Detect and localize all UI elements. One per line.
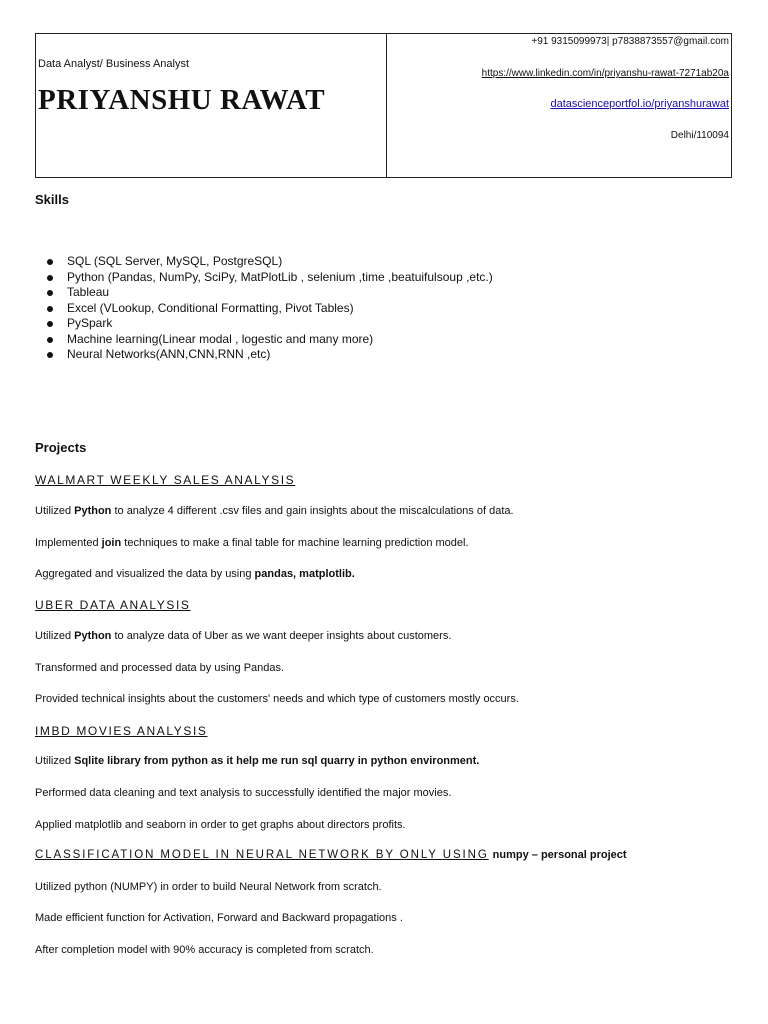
bullet-icon xyxy=(47,352,53,358)
line-bold: pandas, matplotlib. xyxy=(254,568,355,580)
line-bold: Python xyxy=(74,505,112,517)
line-text: Aggregated and visualized the data by using xyxy=(35,568,255,580)
project-line xyxy=(35,819,406,831)
line-bold: Sqlite library from python as it help me run sql quarry in python environment. xyxy=(74,755,480,767)
project-line xyxy=(35,505,514,517)
skill-text: Tableau xyxy=(67,285,110,299)
skill-item xyxy=(47,254,493,270)
skill-item xyxy=(47,270,493,286)
bullet-icon xyxy=(47,275,53,281)
header-contact xyxy=(387,34,731,177)
project-line xyxy=(35,912,403,924)
skill-text: Machine learning(Linear modal , logestic and many more) xyxy=(67,331,374,346)
line-text: to analyze 4 different .csv files and gain insights about the miscalculations of data. xyxy=(111,505,514,517)
project-line xyxy=(35,944,374,956)
skill-item xyxy=(47,347,493,363)
project-line xyxy=(35,568,355,580)
projects-title: Projects xyxy=(35,440,87,455)
project-heading: WALMART WEEKLY SALES ANALYSIS xyxy=(35,473,296,487)
skill-text: Neural Networks(ANN,CNN,RNN ,etc) xyxy=(67,347,271,361)
line-text: techniques to make a final table for machine learning prediction model. xyxy=(121,537,469,549)
skill-text: PySpark xyxy=(67,316,113,330)
linkedin-link[interactable]: https://www.linkedin.com/in/priyanshu-rawat-7271ab20a xyxy=(481,68,729,79)
project-heading: IMBD MOVIES ANALYSIS xyxy=(35,724,208,738)
location: Delhi/110094 xyxy=(670,130,729,141)
project-line xyxy=(35,787,451,799)
project-heading: UBER DATA ANALYSIS xyxy=(35,598,191,612)
portfolio-link[interactable]: datascienceportfol.io/priyanshurawat xyxy=(550,98,729,110)
header-left xyxy=(36,34,387,177)
project-line xyxy=(35,537,469,549)
line-text: to analyze data of Uber as we want deeper insights about customers. xyxy=(111,630,452,642)
project-heading-text: CLASSIFICATION MODEL IN NEURAL NETWORK BY ONLY USING xyxy=(35,849,489,861)
line-text: After completion model with 90% accuracy is completed from scratch. xyxy=(35,944,374,956)
project-line xyxy=(35,630,451,642)
skills-title: Skills xyxy=(35,192,69,207)
project-heading-suffix: numpy – personal project xyxy=(492,849,627,861)
skill-text: Python (Pandas, NumPy, SciPy, MatPlotLib , selenium ,time ,beatuifulsoup ,etc.) xyxy=(67,269,493,284)
line-text: Utilized python (NUMPY) in order to build Neural Network from scratch. xyxy=(35,881,382,893)
bullet-icon xyxy=(47,321,53,327)
project-line xyxy=(35,662,284,674)
project-heading xyxy=(35,849,627,861)
line-text: Provided technical insights about the customers' needs and which type of customers mostly occurs. xyxy=(35,693,519,705)
bullet-icon xyxy=(47,290,53,296)
project-line xyxy=(35,693,519,705)
skill-item xyxy=(47,301,493,317)
line-text: Utilized xyxy=(35,505,75,517)
line-text: Applied matplotlib and seaborn in order to get graphs about directors profits. xyxy=(35,819,406,831)
skill-item xyxy=(47,285,493,301)
job-role: Data Analyst/ Business Analyst xyxy=(38,58,190,70)
line-text: Implemented xyxy=(35,537,102,549)
candidate-name: PRIYANSHU RAWAT xyxy=(38,84,326,116)
skill-text: SQL (SQL Server, MySQL, PostgreSQL) xyxy=(67,254,283,268)
project-line xyxy=(35,881,382,893)
bullet-icon xyxy=(47,306,53,312)
skill-text: Excel (VLookup, Conditional Formatting, Pivot Tables) xyxy=(67,300,354,315)
skills-list xyxy=(47,254,493,363)
line-text: Made efficient function for Activation, Forward and Backward propagations . xyxy=(35,912,403,924)
line-text: Performed data cleaning and text analysis to successfully identified the major movies. xyxy=(35,787,452,799)
bullet-icon xyxy=(47,259,53,265)
skill-item xyxy=(47,316,493,332)
skill-item xyxy=(47,332,493,348)
header-box xyxy=(35,33,732,178)
line-text: Utilized xyxy=(35,755,75,767)
line-bold: join xyxy=(101,537,122,549)
bullet-icon xyxy=(47,337,53,343)
line-text: Transformed and processed data by using Pandas. xyxy=(35,662,285,674)
project-line xyxy=(35,755,479,767)
phone-email: +91 9315099973| p7838873557@gmail.com xyxy=(531,36,729,47)
line-text: Utilized xyxy=(35,630,75,642)
line-bold: Python xyxy=(74,630,112,642)
